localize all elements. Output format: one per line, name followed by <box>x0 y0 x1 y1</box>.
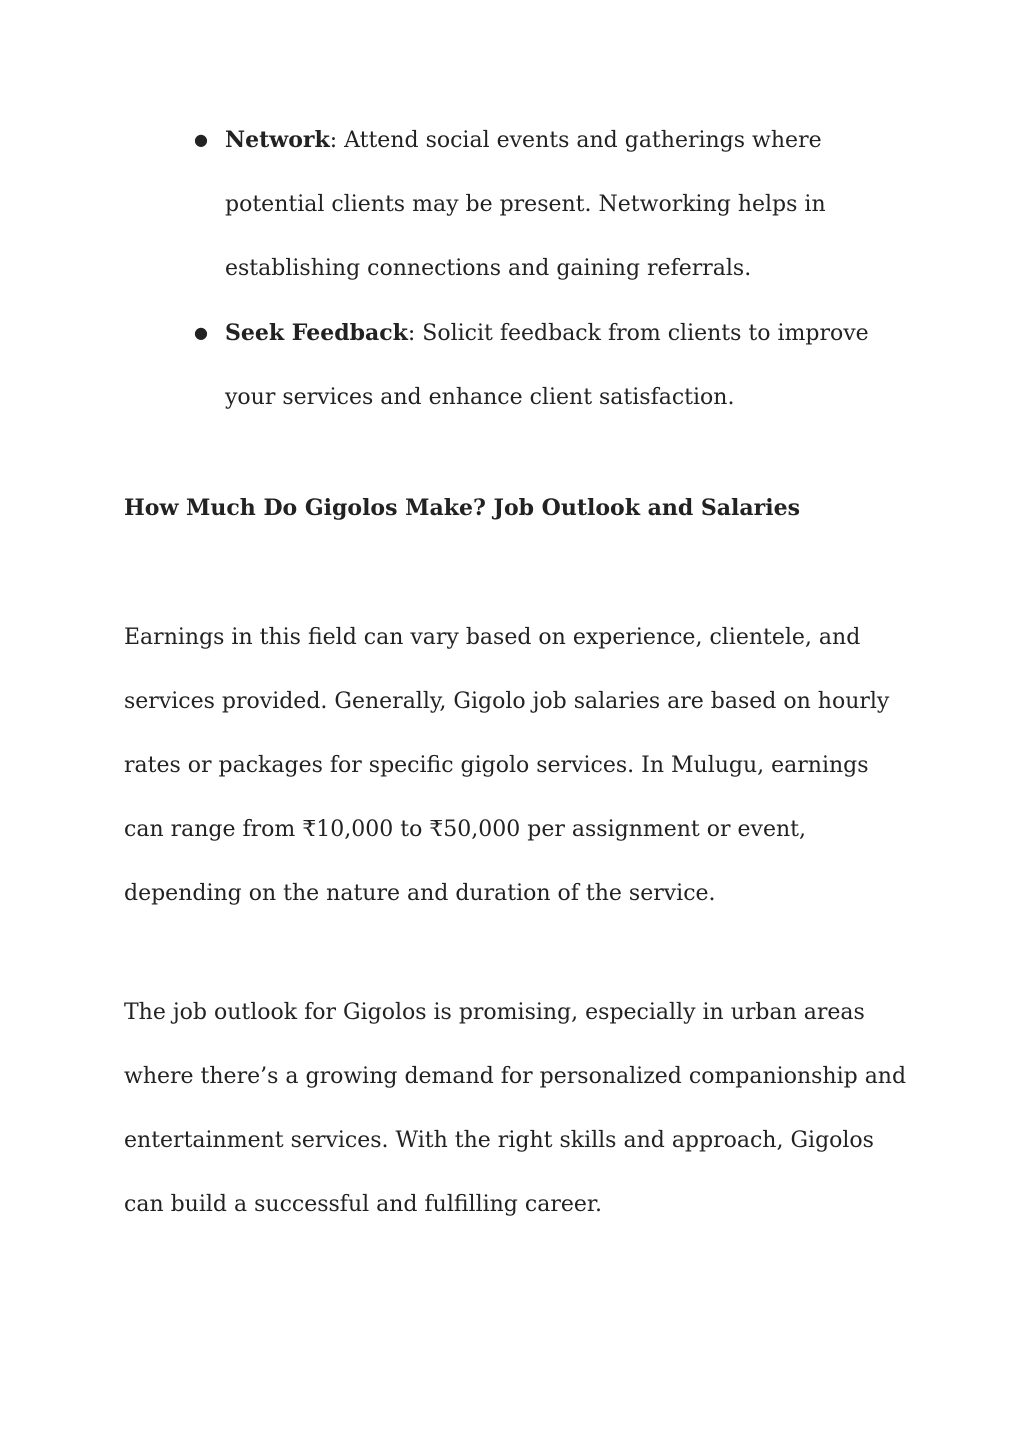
paragraph-earnings: Earnings in this field can vary based on experience, clientele, and services provided. Generally, Gigolo job salaries are based on hourly rates or packages for specific gigolo services. In Mulugu, earnings can range from ₹10,000 to ₹50,000 per assignment or event, depending on the nature and duration of the service. <box>124 625 890 906</box>
section-heading: How Much Do Gigolos Make? Job Outlook and Salaries <box>124 495 800 521</box>
tips-list <box>124 108 914 430</box>
list-item-seek-feedback <box>194 301 914 430</box>
list-item-network <box>194 108 914 301</box>
bullet-text: : Solicit feedback from clients to improve your services and enhance client satisfaction. <box>225 321 869 410</box>
document-page <box>124 108 914 1237</box>
bullet-term: Network <box>225 127 330 153</box>
bullet-icon: ● <box>194 323 208 342</box>
bullet-text: : Attend social events and gatherings where potential clients may be present. Networking helps in establishing connections and gaining referrals. <box>225 128 826 281</box>
bullet-term: Seek Feedback <box>225 320 408 346</box>
paragraph-job-outlook: The job outlook for Gigolos is promising, especially in urban areas where there’s a growing demand for personalized companionship and entertainment services. With the right skills and approach, Gigolos can build a successful and fulfilling career. <box>124 1000 907 1217</box>
bullet-icon: ● <box>194 130 208 149</box>
